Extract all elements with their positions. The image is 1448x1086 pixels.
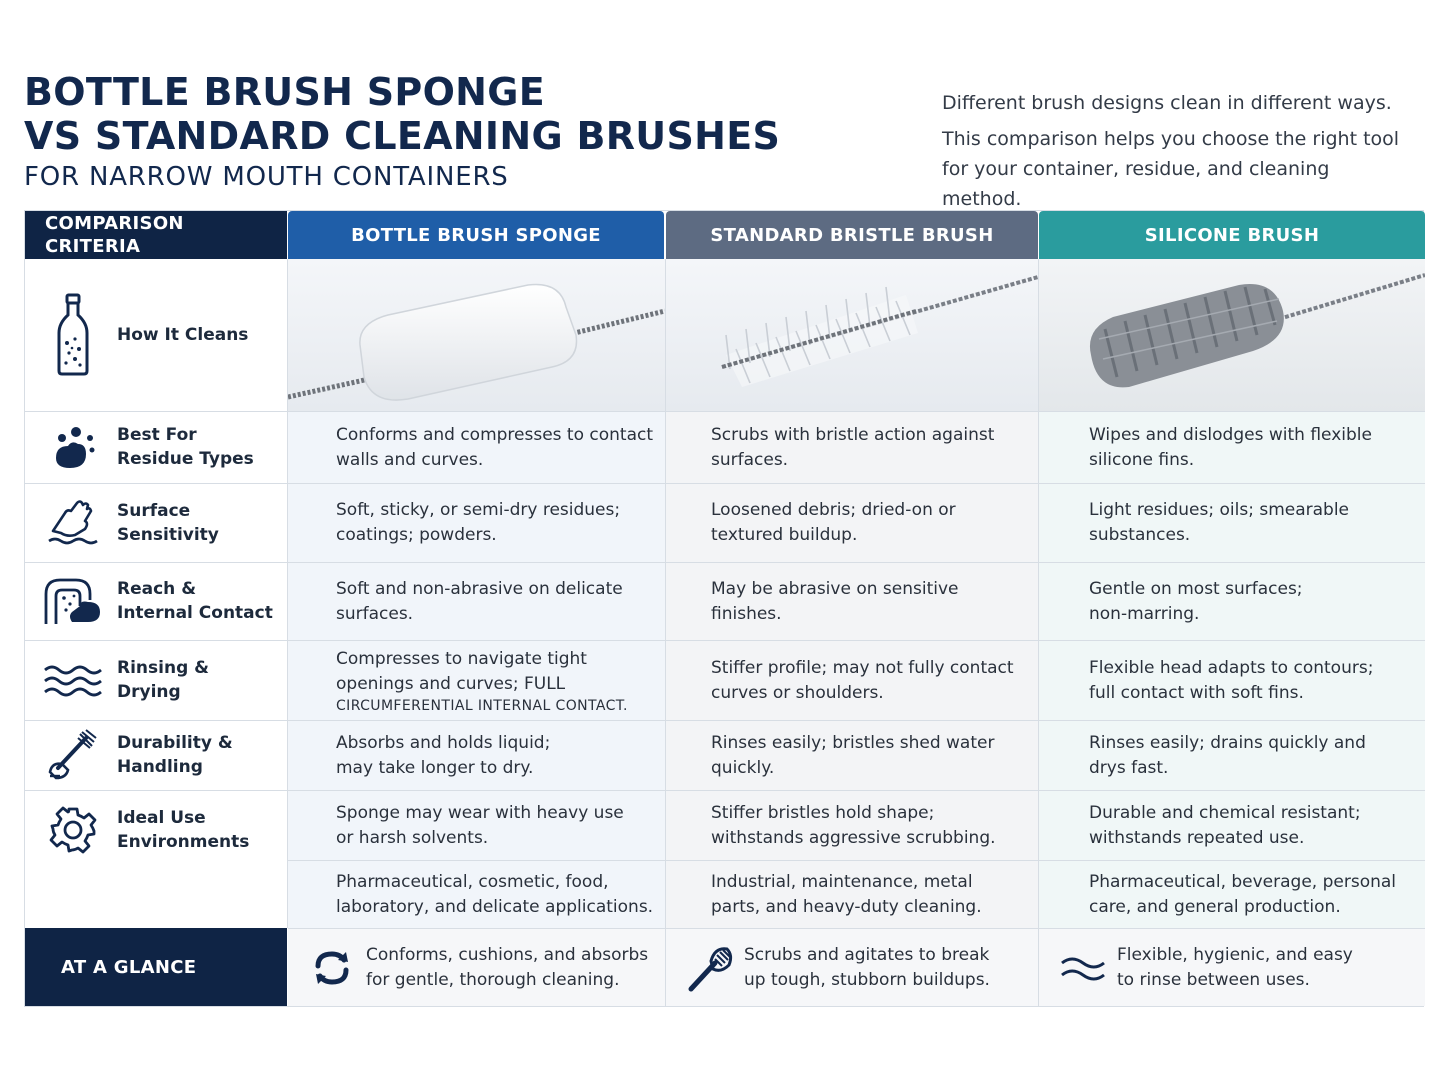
- criteria-label-line1: Rinsing &: [117, 658, 209, 678]
- cell-line: Gentle on most surfaces;: [1089, 578, 1303, 599]
- cell-line: Rinses easily; drains quickly and: [1089, 732, 1366, 753]
- cell-silicone-row6: [1039, 791, 1425, 860]
- intro-text: [942, 88, 1402, 214]
- criteria-label-line1: Surface: [117, 500, 191, 521]
- header-criteria: [25, 211, 287, 259]
- criteria-label-line1: Reach &: [117, 579, 197, 599]
- header-silicone-brush: SILICONE BRUSH: [1039, 211, 1425, 259]
- cell-line: Pharmaceutical, cosmetic, food,: [336, 872, 609, 892]
- header-standard-bristle-brush: STANDARD BRISTLE BRUSH: [666, 211, 1038, 259]
- criteria-label-line2: Sensitivity: [117, 524, 219, 545]
- criteria-reach-internal-contact: [25, 562, 287, 640]
- sponge-brush-image: [288, 259, 665, 411]
- criteria-ideal-use-environments: [25, 790, 287, 870]
- criteria-label: [117, 731, 233, 779]
- cell-line: Sponge may wear with heavy use: [336, 802, 624, 823]
- cell-line: withstands repeated use.: [1089, 827, 1305, 848]
- cell-line: Light residues; oils; smearable: [1089, 500, 1350, 520]
- cell-line: Soft, sticky, or semi-dry residues;: [336, 500, 621, 520]
- glance-line: Conforms, cushions, and absorbs: [366, 944, 649, 965]
- cell-line: CIRCUMFERENTIAL INTERNAL CONTACT.: [336, 697, 628, 714]
- container-reach-icon: [41, 576, 105, 626]
- page-title-line2: VS STANDARD CLEANING BRUSHES: [24, 114, 781, 158]
- glance-line: up tough, stubborn buildups.: [744, 969, 990, 990]
- glance-line: to rinse between uses.: [1117, 969, 1310, 990]
- criteria-label: [117, 806, 249, 854]
- criteria-label-line1: Ideal Use: [117, 808, 206, 828]
- criteria-label: [117, 423, 254, 471]
- cell-line: Industrial, maintenance, metal: [711, 872, 973, 892]
- cell-line: Absorbs and holds liquid;: [336, 732, 551, 753]
- cell-line: substances.: [1089, 525, 1191, 545]
- cell-sponge-row5: [288, 721, 665, 790]
- cell-silicone-row1: [1039, 412, 1425, 483]
- cell-line: May be abrasive on sensitive: [711, 578, 959, 599]
- criteria-label-line2: Drying: [117, 682, 181, 702]
- criteria-label-line2: Environments: [117, 832, 250, 852]
- comparison-table: [24, 210, 1424, 1007]
- cycle-arrows-icon: [302, 946, 362, 990]
- header-criteria-line2: CRITERIA: [45, 236, 141, 257]
- cell-line: textured buildup.: [711, 525, 858, 545]
- cell-line: may take longer to dry.: [336, 757, 534, 778]
- cell-line: walls and curves.: [336, 449, 484, 470]
- brush-icon: [680, 943, 740, 993]
- cell-line: Flexible head adapts to contours;: [1089, 657, 1374, 678]
- cell-line: Stiffer bristles hold shape;: [711, 802, 935, 823]
- at-a-glance-label: AT A GLANCE: [25, 928, 287, 1006]
- silicone-brush-image: [1039, 259, 1425, 411]
- cell-bristle-row4: [666, 641, 1038, 720]
- title-block: [24, 70, 780, 194]
- header-criteria-line1: COMPARISON: [45, 213, 184, 234]
- cell-sponge-row1: [288, 412, 665, 483]
- cell-bristle-row1: [666, 412, 1038, 483]
- cell-silicone-row4: [1039, 641, 1425, 720]
- criteria-label-line1: Best For: [117, 425, 197, 445]
- criteria-label: [117, 577, 273, 625]
- cell-sponge-row6: [288, 791, 665, 860]
- cell-line: full contact with soft fins.: [1089, 682, 1304, 703]
- cell-bristle-row7: [666, 861, 1038, 929]
- cell-line: Rinses easily; bristles shed water: [711, 732, 995, 753]
- cell-line: Stiffer profile; may not fully contact: [711, 657, 1014, 678]
- glance-line: Scrubs and agitates to break: [744, 944, 990, 965]
- criteria-label-line1: Durability &: [117, 733, 233, 753]
- criteria-label: [117, 323, 248, 347]
- cell-line: Loosened debris; dried-on or: [711, 500, 956, 520]
- cell-silicone-row7: [1039, 861, 1425, 929]
- criteria-label-line2: Internal Contact: [117, 603, 273, 623]
- cell-line: Wipes and dislodges with flexible: [1089, 424, 1372, 445]
- bristle-brush-image: [666, 259, 1038, 411]
- hand-wave-icon: [41, 497, 105, 549]
- cell-line: Durable and chemical resistant;: [1089, 802, 1361, 823]
- residue-drops-icon: [41, 422, 105, 472]
- criteria-label-line1: How It Cleans: [117, 325, 249, 345]
- cell-line: silicone fins.: [1089, 449, 1195, 470]
- glance-line: Flexible, hygienic, and easy: [1117, 944, 1353, 965]
- gear-icon: [41, 806, 105, 854]
- cell-bristle-row2: [666, 484, 1038, 562]
- cell-line: Pharmaceutical, beverage, personal: [1089, 872, 1397, 892]
- cell-sponge-row4: [288, 641, 665, 720]
- hand-brush-icon: [41, 728, 105, 782]
- cell-silicone-row5: [1039, 721, 1425, 790]
- header-bottle-brush-sponge: BOTTLE BRUSH SPONGE: [288, 211, 664, 259]
- cell-line: curves or shoulders.: [711, 682, 884, 703]
- cell-line: surfaces.: [336, 603, 414, 624]
- cell-line: coatings; powders.: [336, 525, 497, 545]
- criteria-how-it-cleans: [25, 259, 287, 411]
- cell-line: finishes.: [711, 603, 782, 624]
- cell-line: Scrubs with bristle action against: [711, 424, 995, 445]
- intro-line3: for your container, residue, and cleaning method.: [942, 158, 1330, 210]
- cell-silicone-row2: [1039, 484, 1425, 562]
- cell-line: quickly.: [711, 757, 775, 778]
- glance-sponge: [288, 928, 665, 1006]
- cell-sponge-row2: [288, 484, 665, 562]
- bottle-icon: [41, 293, 105, 377]
- cell-sponge-row3: [288, 563, 665, 640]
- criteria-label-line2: Residue Types: [117, 449, 254, 469]
- intro-line1: Different brush designs clean in different ways.: [942, 92, 1392, 114]
- cell-line: laboratory, and delicate applications.: [336, 897, 654, 917]
- cell-sponge-row7: [288, 861, 665, 929]
- intro-line2: This comparison helps you choose the right tool: [942, 128, 1400, 150]
- criteria-best-for-residue: [25, 411, 287, 483]
- cell-line: Compresses to navigate tight: [336, 648, 587, 669]
- glance-bristle: [666, 928, 1038, 1006]
- page-title-line1: BOTTLE BRUSH SPONGE: [24, 70, 546, 114]
- cell-line: withstands aggressive scrubbing.: [711, 827, 996, 848]
- cell-bristle-row6: [666, 791, 1038, 860]
- cell-line: drys fast.: [1089, 757, 1169, 778]
- glance-line: for gentle, thorough cleaning.: [366, 969, 620, 990]
- cell-line: Soft and non-abrasive on delicate: [336, 578, 623, 599]
- criteria-surface-sensitivity: [25, 483, 287, 562]
- cell-line: parts, and heavy-duty cleaning.: [711, 897, 982, 917]
- cell-bristle-row5: [666, 721, 1038, 790]
- cell-line: or harsh solvents.: [336, 827, 489, 848]
- criteria-label: [117, 499, 219, 547]
- page-subtitle: FOR NARROW MOUTH CONTAINERS: [24, 162, 509, 192]
- cell-line: Conforms and compresses to contact: [336, 424, 654, 445]
- cell-line: openings and curves; FULL: [336, 673, 566, 694]
- cell-line: surfaces.: [711, 449, 789, 470]
- glance-silicone: [1039, 928, 1425, 1006]
- water-waves-icon: [41, 662, 105, 698]
- cell-bristle-row3: [666, 563, 1038, 640]
- criteria-durability-handling: [25, 720, 287, 790]
- criteria-label-line2: Handling: [117, 757, 203, 777]
- cell-line: care, and general production.: [1089, 897, 1341, 917]
- cell-silicone-row3: [1039, 563, 1425, 640]
- criteria-rinsing-drying: [25, 640, 287, 720]
- wave-lines-icon: [1053, 953, 1113, 983]
- criteria-label: [117, 656, 209, 704]
- cell-line: non-marring.: [1089, 603, 1200, 624]
